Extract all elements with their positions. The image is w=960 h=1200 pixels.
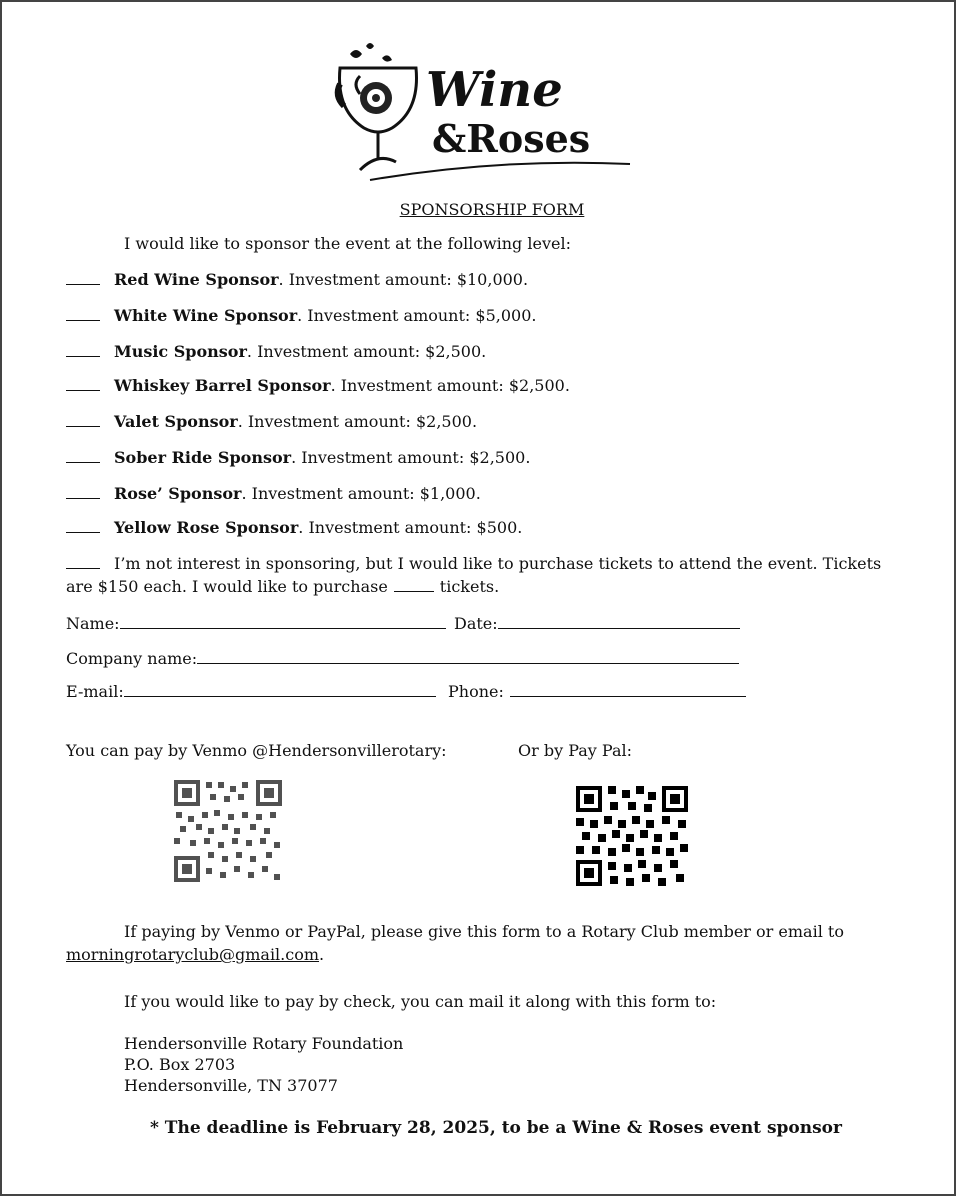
level-row — [66, 376, 570, 395]
checkbox-blank[interactable] — [66, 484, 100, 499]
level-amount: . Investment amount: $1,000. — [241, 484, 481, 503]
level-name: Rose’ Sponsor — [114, 484, 242, 503]
checkbox-blank[interactable] — [66, 376, 100, 391]
level-row — [66, 342, 486, 361]
name-label: Name: — [66, 614, 120, 633]
company-label: Company name: — [66, 649, 198, 668]
level-row — [66, 448, 530, 467]
checkbox-blank[interactable] — [66, 306, 100, 321]
tickets-line-2 — [66, 577, 499, 596]
address-line-1: Hendersonville Rotary Foundation — [124, 1034, 404, 1053]
wine-and-roses-logo — [330, 40, 650, 190]
tickets-line-1 — [66, 554, 881, 573]
company-field[interactable] — [197, 649, 739, 664]
level-amount: . Investment amount: $2,500. — [291, 448, 531, 467]
email-link-row — [66, 945, 324, 964]
level-name: Sober Ride Sponsor — [114, 448, 292, 467]
level-name: Music Sponsor — [114, 342, 247, 361]
level-name: Whiskey Barrel Sponsor — [114, 376, 331, 395]
email-row — [66, 682, 436, 701]
tickets-text: I’m not interest in sponsoring, but I would like to purchase tickets to attend the event. Tickets — [114, 554, 882, 573]
tickets-text-2: are $150 each. I would like to purchase — [66, 577, 388, 596]
checkbox-blank[interactable] — [66, 518, 100, 533]
level-amount: . Investment amount: $2,500. — [246, 342, 487, 361]
instructions-line-1: If paying by Venmo or PayPal, please give this form to a Rotary Club member or email to — [124, 922, 844, 941]
email-link[interactable]: morningrotaryclub@gmail.com — [66, 945, 320, 964]
logo-roses-text: &Roses — [432, 116, 591, 161]
phone-row — [448, 682, 746, 701]
email-label: E-mail: — [66, 682, 124, 701]
name-row — [66, 614, 446, 633]
level-amount: . Investment amount: $2,500. — [330, 376, 570, 395]
company-row — [66, 649, 739, 668]
level-name: White Wine Sponsor — [114, 306, 298, 325]
level-name: Valet Sponsor — [114, 412, 238, 431]
tickets-suffix: tickets. — [439, 577, 500, 596]
date-field[interactable] — [498, 614, 740, 629]
date-label: Date: — [454, 614, 498, 633]
address-line-2: P.O. Box 2703 — [124, 1055, 236, 1074]
level-amount: . Investment amount: $500. — [298, 518, 523, 537]
level-amount: . Investment amount: $10,000. — [278, 270, 529, 289]
check-instructions: If you would like to pay by check, you can mail it along with this form to: — [124, 992, 717, 1011]
intro-text: I would like to sponsor the event at the following level: — [124, 234, 571, 253]
checkbox-blank[interactable] — [66, 270, 100, 285]
level-row — [66, 270, 528, 289]
checkbox-blank[interactable] — [66, 554, 100, 569]
email-suffix: . — [319, 945, 325, 964]
paypal-qr-code[interactable] — [574, 784, 690, 888]
address-line-3: Hendersonville, TN 37077 — [124, 1076, 338, 1095]
logo-wine-text: Wine — [426, 62, 563, 118]
phone-label: Phone: — [448, 682, 504, 701]
ticket-quantity-blank[interactable] — [394, 577, 434, 592]
email-field[interactable] — [124, 682, 436, 697]
level-row — [66, 306, 536, 325]
level-name: Yellow Rose Sponsor — [114, 518, 299, 537]
form-title: SPONSORSHIP FORM — [399, 200, 585, 219]
level-row — [66, 412, 477, 431]
name-field[interactable] — [120, 614, 446, 629]
checkbox-blank[interactable] — [66, 342, 100, 357]
paypal-text: Or by Pay Pal: — [518, 741, 633, 760]
level-row — [66, 484, 481, 503]
level-amount: . Investment amount: $2,500. — [237, 412, 478, 431]
level-amount: . Investment amount: $5,000. — [297, 306, 537, 325]
phone-field[interactable] — [510, 682, 746, 697]
deadline-note: * The deadline is February 28, 2025, to be a Wine & Roses event sponsor — [150, 1118, 842, 1138]
checkbox-blank[interactable] — [66, 412, 100, 427]
venmo-qr-code[interactable] — [172, 778, 284, 884]
checkbox-blank[interactable] — [66, 448, 100, 463]
level-name: Red Wine Sponsor — [114, 270, 279, 289]
venmo-text: You can pay by Venmo @Hendersonvillerotary: — [66, 741, 447, 760]
level-row — [66, 518, 522, 537]
date-row — [454, 614, 740, 633]
